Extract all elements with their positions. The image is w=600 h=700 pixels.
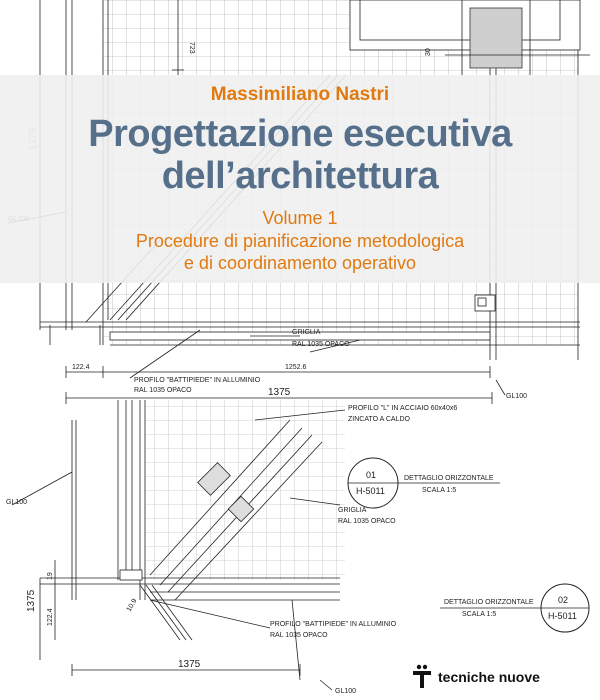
tag2-code: H-5011 (548, 611, 577, 621)
zincato-label: ZINCATO A CALDO (348, 416, 410, 423)
bottom-detail-drawing (12, 400, 589, 690)
dim-1375-label: 1375 (268, 387, 291, 398)
scala2-label: SCALA 1:5 (462, 611, 497, 618)
dim-1375-vertical-label: 1375 (26, 589, 37, 612)
publisher-name: tecniche nuove (438, 669, 540, 685)
book-title-line1: Progettazione esecutiva (88, 113, 512, 155)
tag1-number: 01 (366, 470, 377, 480)
griglia-ral-label: RAL 1035 OPACO (338, 518, 396, 525)
dettaglio2-label: DETTAGLIO ORIZZONTALE (444, 599, 534, 606)
profilo-ral-label: RAL 1035 OPACO (270, 632, 328, 639)
griglia-label: GRIGLIA (338, 507, 367, 514)
profilo-ral-label: RAL 1035 OPACO (134, 387, 192, 394)
dim-122-4-label: 122.4 (72, 364, 90, 371)
dim-122-4-label: 122.4 (47, 608, 54, 626)
subtitle-line2: e di coordinamento operativo (183, 253, 417, 273)
profilo-l-label: PROFILO "L" IN ACCIAIO 60x40x6 (348, 405, 458, 412)
dim-30-label: 30 (425, 48, 432, 56)
gl100-left-label: GL100 (6, 499, 28, 506)
dim-1375-label: 1375 (178, 659, 201, 670)
volume-label: Volume 1 (262, 208, 338, 228)
dettaglio1-label: DETTAGLIO ORIZZONTALE (404, 475, 494, 482)
subtitle-line1: Procedure di pianificazione metodologica (135, 231, 465, 251)
tag2-number: 02 (558, 595, 569, 605)
gl100-bottom-label: GL100 (335, 688, 357, 695)
tag1-code: H-5011 (356, 486, 385, 496)
book-title-line2: dell’architettura (161, 155, 439, 197)
gl100-right-label: GL100 (506, 393, 528, 400)
profilo-battipiede-label: PROFILO "BATTIPIEDE" IN ALLUMINIO (270, 621, 397, 628)
tecniche-nuove-logo-icon (411, 664, 433, 690)
dim-723-label: 723 (188, 42, 195, 54)
griglia-label: GRIGLIA (292, 329, 321, 336)
dim-19-label: 19 (47, 572, 54, 580)
profilo-battipiede-label: PROFILO "BATTIPIEDE" IN ALLUMINIO (134, 377, 261, 384)
griglia-ral-label: RAL 1035 OPACO (292, 341, 350, 348)
dim-10-9-label: 10.9 (125, 597, 139, 613)
scala1-label: SCALA 1:5 (422, 487, 457, 494)
author-name: Massimiliano Nastri (210, 84, 390, 105)
dim-1252-6-label: 1252.6 (285, 364, 307, 371)
